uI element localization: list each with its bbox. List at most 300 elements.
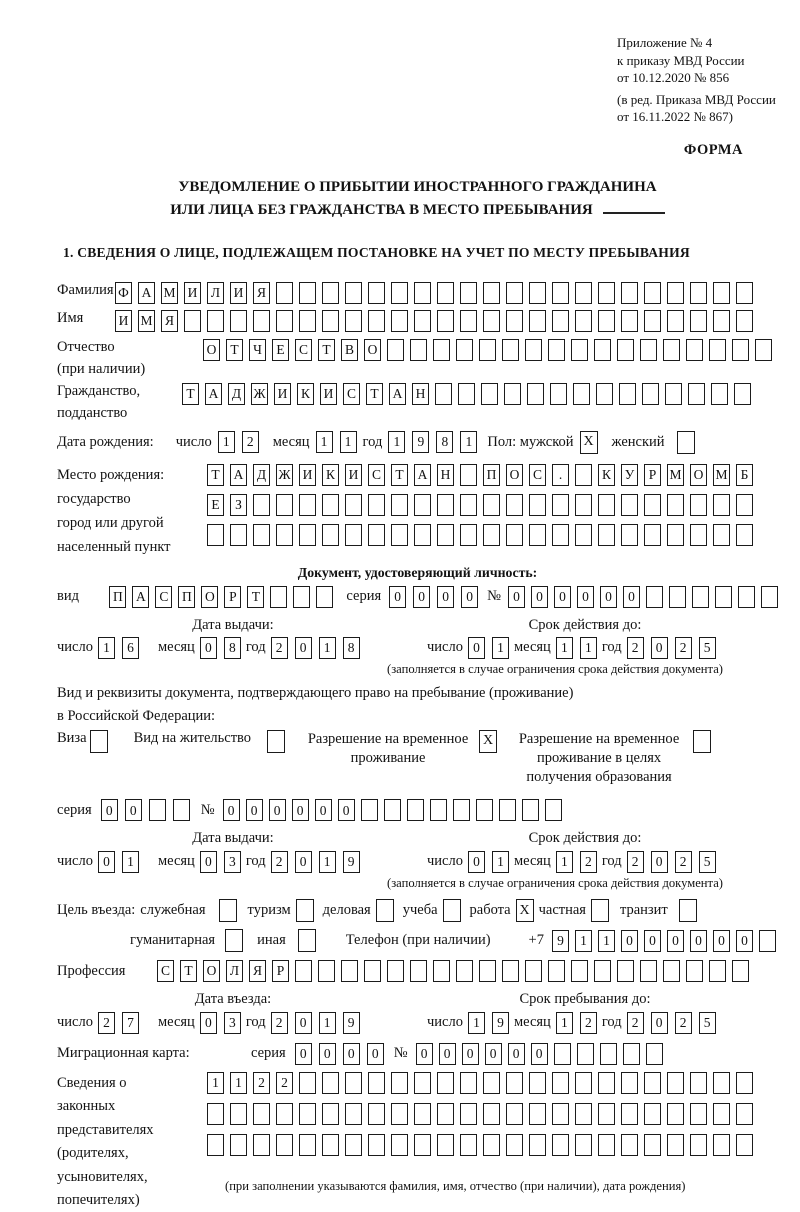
char-box: Т [180,960,197,982]
char-box [550,383,567,405]
birth-day-label: число [175,433,212,450]
id-valid-month[interactable] [556,637,597,659]
char-box [299,494,316,516]
char-box [483,1103,500,1125]
char-box [149,799,166,821]
char-box [736,524,753,546]
char-box: 0 [413,586,430,608]
annex-line-1: Приложение № 4 [617,35,713,50]
char-box [506,1134,523,1156]
checkbox-study[interactable] [443,899,461,922]
char-box [552,310,569,332]
char-box [318,960,335,982]
char-box [437,1103,454,1125]
char-box: 0 [200,851,217,873]
char-box [667,1103,684,1125]
char-box [640,339,657,361]
residence-issue-year[interactable] [271,851,360,873]
birth-day-boxes[interactable] [218,431,259,453]
char-box [571,960,588,982]
char-box [460,282,477,304]
checkbox-business[interactable] [376,899,394,922]
char-box: 9 [343,851,360,873]
char-box: 0 [508,1043,525,1065]
purpose-transit-label: транзит [619,902,668,919]
surname-row [57,282,778,304]
residence-valid-month[interactable] [556,851,597,873]
id-dates-row: число 1 6 месяц 0 8 год 2 0 1 8 число 0 1 месяц 1 1 год 2 0 2 5 [57,637,778,659]
char-box: 2 [271,637,288,659]
char-box [575,464,592,486]
char-box: 1 [556,1012,573,1034]
char-box: 0 [531,586,548,608]
char-box [644,1103,661,1125]
char-box: С [343,383,360,405]
char-box [414,494,431,516]
residence-issue-label: Дата выдачи: [192,830,274,847]
id-validity-note: (заполняется в случае ограничения срока действия документа) [387,661,723,676]
char-box: 1 [207,1072,224,1094]
char-box [414,524,431,546]
birth-place-label: Место рождения: государство город или другой населенный пункт [57,466,171,555]
char-box [709,960,726,982]
char-box: 0 [437,586,454,608]
char-box [732,339,749,361]
char-box: Б [736,464,753,486]
char-box [276,1103,293,1125]
char-box [552,1134,569,1156]
citizenship-boxes[interactable] [182,383,751,405]
char-box [435,383,452,405]
char-box [506,1103,523,1125]
id-series-boxes[interactable] [389,586,478,608]
char-box [368,310,385,332]
char-box [571,339,588,361]
char-box [644,1134,661,1156]
legal-reps-boxes-3[interactable] [207,1134,753,1156]
char-box [594,960,611,982]
id-issue-month[interactable] [200,637,241,659]
char-box [414,1103,431,1125]
id-kind-boxes[interactable] [109,586,333,608]
char-box [276,1134,293,1156]
char-box [276,524,293,546]
char-box: 2 [627,637,644,659]
char-box: 0 [295,1012,312,1034]
entry-month[interactable] [200,1012,241,1034]
birth-place-row [57,464,778,560]
char-box [617,960,634,982]
char-box: Д [228,383,245,405]
char-box [322,1103,339,1125]
char-box [575,524,592,546]
char-box [207,1103,224,1125]
id-number-boxes[interactable] [508,586,778,608]
char-box [623,1043,640,1065]
residence-series-label: серия [57,801,92,818]
char-box [669,586,686,608]
char-box: 0 [531,1043,548,1065]
char-box: 9 [412,431,429,453]
option-temp-residence-edu-label: Разрешение на временное проживание в целях получения образования [518,730,680,785]
char-box: 0 [468,637,485,659]
char-box [433,339,450,361]
char-box [453,799,470,821]
char-box [460,1072,477,1094]
char-box: 1 [316,431,333,453]
char-box [690,494,707,516]
purpose-row [57,899,778,922]
char-box [253,310,270,332]
char-box [686,339,703,361]
char-box: Т [182,383,199,405]
char-box: С [529,464,546,486]
char-box: М [713,464,730,486]
char-box [598,494,615,516]
char-box [502,339,519,361]
char-box [552,1103,569,1125]
char-box [736,1072,753,1094]
legal-reps-boxes-1[interactable] [207,1072,753,1094]
id-number-label: № [487,588,501,605]
char-box [552,282,569,304]
char-box [460,524,477,546]
birth-place-boxes-3[interactable] [207,524,753,546]
char-box: А [389,383,406,405]
char-box: Л [226,960,243,982]
char-box: 0 [468,851,485,873]
char-box: 1 [98,637,115,659]
char-box [345,524,362,546]
char-box [387,960,404,982]
char-box: 0 [338,799,355,821]
char-box: 0 [125,799,142,821]
char-box [207,310,224,332]
purpose-label: Цель въезда: [57,902,136,919]
birth-month-boxes[interactable] [316,431,357,453]
residence-issue-month[interactable] [200,851,241,873]
checkbox-temp-residence-edu[interactable] [693,730,711,753]
char-box [663,339,680,361]
char-box: 2 [276,1072,293,1094]
char-box [713,1134,730,1156]
char-box [690,282,707,304]
char-box: 5 [699,1012,716,1034]
char-box: И [274,383,291,405]
birth-place-boxes-2[interactable] [207,494,753,516]
residence-series-boxes[interactable] [101,799,190,821]
char-box [322,282,339,304]
checkbox-other[interactable] [298,929,316,952]
entry-year[interactable] [271,1012,360,1034]
char-box: 8 [436,431,453,453]
char-box: 0 [200,1012,217,1034]
id-kind-label: вид [57,588,79,605]
char-box: 0 [416,1043,433,1065]
profession-row [57,960,778,982]
char-box: Л [207,282,224,304]
char-box [483,494,500,516]
char-box [483,310,500,332]
birth-year-boxes[interactable] [388,431,477,453]
char-box: М [138,310,155,332]
migration-series-label: серия [251,1045,286,1061]
char-box [621,1103,638,1125]
female-label: женский [611,433,665,450]
char-box [345,310,362,332]
char-box [575,1103,592,1125]
char-box [299,1072,316,1094]
char-box [713,282,730,304]
char-box: С [155,586,172,608]
char-box: Н [412,383,429,405]
char-box: 2 [627,851,644,873]
birth-month-label: месяц [272,433,310,450]
char-box: С [295,339,312,361]
char-box [732,960,749,982]
checkbox-male[interactable]: X [580,431,598,454]
id-valid-year[interactable] [627,637,716,659]
residence-issue-day[interactable] [98,851,139,873]
char-box [414,282,431,304]
char-box [736,1134,753,1156]
char-box: 0 [223,799,240,821]
option-residence-permit-label: Вид на жительство [133,729,252,746]
char-box: 1 [492,851,509,873]
surname-boxes[interactable] [115,282,753,304]
char-box [345,1103,362,1125]
char-box [299,282,316,304]
char-box [476,799,493,821]
char-box [667,494,684,516]
checkbox-official[interactable] [219,899,237,922]
char-box [299,1134,316,1156]
char-box: Т [366,383,383,405]
char-box: 0 [485,1043,502,1065]
char-box [322,524,339,546]
checkbox-female[interactable] [677,431,695,454]
char-box [410,339,427,361]
char-box: А [138,282,155,304]
char-box [598,282,615,304]
char-box [755,339,772,361]
firstname-boxes[interactable] [115,310,753,332]
char-box [529,494,546,516]
checkbox-work[interactable]: X [516,899,534,922]
char-box: 0 [315,799,332,821]
char-box: 0 [269,799,286,821]
checkbox-private[interactable] [591,899,609,922]
char-box: 0 [343,1043,360,1065]
char-box: 1 [230,1072,247,1094]
migration-number-boxes[interactable] [416,1043,663,1065]
char-box [554,1043,571,1065]
char-box [688,383,705,405]
legal-reps-row [57,1072,778,1212]
char-box: И [184,282,201,304]
stay-year[interactable] [627,1012,716,1034]
char-box [525,339,542,361]
char-box: А [132,586,149,608]
char-box: Ч [249,339,266,361]
char-box [644,494,661,516]
char-box [410,960,427,982]
char-box [345,1134,362,1156]
char-box [230,524,247,546]
stay-month[interactable] [556,1012,597,1034]
char-box: А [205,383,222,405]
char-box: 0 [246,799,263,821]
char-box [270,586,287,608]
char-box [545,799,562,821]
char-box: Я [253,282,270,304]
char-box: О [690,464,707,486]
title-blank-underline [603,199,665,214]
id-issue-day[interactable] [98,637,139,659]
stay-until-label: Срок пребывания до: [519,991,651,1008]
form-word-label: ФОРМА [683,141,743,158]
legal-reps-boxes-2[interactable] [207,1103,753,1125]
residence-valid-year[interactable] [627,851,716,873]
char-box [414,1134,431,1156]
char-box [525,960,542,982]
char-box [368,282,385,304]
migration-series-boxes[interactable] [295,1043,384,1065]
char-box [642,383,659,405]
checkbox-humanitarian[interactable] [225,929,243,952]
char-box [460,1103,477,1125]
char-box: 1 [319,851,336,873]
char-box [433,960,450,982]
id-valid-day[interactable] [468,637,509,659]
entry-date-label: Дата въезда: [194,991,272,1008]
char-box [736,1103,753,1125]
char-box: 1 [388,431,405,453]
char-box: И [230,282,247,304]
char-box [414,1072,431,1094]
char-box [458,383,475,405]
char-box [384,799,401,821]
profession-label: Профессия [57,962,126,979]
residence-number-boxes[interactable] [223,799,562,821]
residence-date-headers [57,830,778,847]
char-box [368,1072,385,1094]
id-series-label: серия [346,588,382,605]
char-box [715,586,732,608]
char-box [646,586,663,608]
char-box: А [230,464,247,486]
checkbox-residence-permit[interactable] [267,730,285,753]
char-box [316,586,333,608]
sex-label: Пол: мужской [487,433,574,450]
char-box [391,1072,408,1094]
char-box [506,1072,523,1094]
legal-reps-note: (при заполнении указываются фамилия, имя, отчество (при наличии), дата рождения) [225,1178,686,1193]
char-box [506,494,523,516]
purpose-study-label: учеба [402,902,438,919]
firstname-label: Имя [57,310,84,327]
char-box: 0 [644,930,661,952]
char-box [577,1043,594,1065]
char-box: 0 [292,799,309,821]
char-box: 1 [598,930,615,952]
checkbox-transit[interactable] [679,899,697,922]
birth-place-boxes-1[interactable] [207,464,753,486]
char-box [713,494,730,516]
char-box [594,339,611,361]
char-box: 1 [556,851,573,873]
char-box [368,494,385,516]
char-box [276,282,293,304]
char-box [621,310,638,332]
char-box [711,383,728,405]
char-box [322,310,339,332]
char-box [253,494,270,516]
char-box: 0 [461,586,478,608]
char-box [667,282,684,304]
annex-line-3: от 10.12.2020 № 856 [617,70,730,86]
residence-valid-day[interactable] [468,851,509,873]
char-box: О [364,339,381,361]
checkbox-temp-residence[interactable]: X [479,730,497,753]
entry-day[interactable] [98,1012,139,1034]
profession-boxes[interactable] [157,960,749,982]
char-box [479,339,496,361]
phone-boxes[interactable] [552,930,776,952]
char-box [499,799,516,821]
char-box [407,799,424,821]
char-box [295,960,312,982]
char-box [713,524,730,546]
char-box: Р [272,960,289,982]
char-box [644,282,661,304]
stay-day[interactable] [468,1012,509,1034]
char-box [640,960,657,982]
char-box: Ж [251,383,268,405]
char-box [481,383,498,405]
char-box [506,310,523,332]
migration-card-row [57,1043,778,1065]
char-box: 0 [651,637,668,659]
char-box: 7 [122,1012,139,1034]
char-box: 0 [600,586,617,608]
patronymic-boxes[interactable] [203,339,772,361]
checkbox-tourism[interactable] [296,899,314,922]
char-box: Ф [115,282,132,304]
char-box [713,1072,730,1094]
checkbox-visa[interactable] [90,730,108,753]
char-box: . [552,464,569,486]
char-box [575,1072,592,1094]
char-box: 1 [492,637,509,659]
char-box: 2 [242,431,259,453]
char-box: 1 [122,851,139,873]
char-box [299,310,316,332]
char-box [736,282,753,304]
char-box [414,310,431,332]
id-issue-year[interactable] [271,637,360,659]
char-box: 2 [271,851,288,873]
char-box: 1 [460,431,477,453]
char-box [548,960,565,982]
char-box [713,1103,730,1125]
char-box [460,464,477,486]
char-box [738,586,755,608]
char-box [456,339,473,361]
char-box [230,310,247,332]
residence-dates-row: число 0 1 месяц 0 3 год 2 0 1 9 число 0 1 месяц 1 2 год 2 0 2 5 [57,851,778,873]
char-box: Ж [276,464,293,486]
